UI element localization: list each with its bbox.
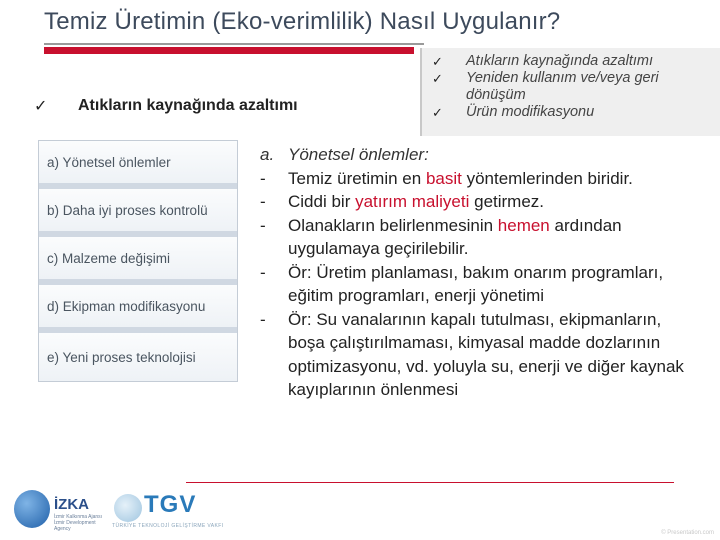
bullet-item: [260, 167, 700, 191]
title-divider-red: [44, 47, 414, 54]
bullet-text: [288, 261, 700, 308]
summary-item-label: Yeniden kullanım ve/veya geri dönüşüm: [466, 70, 659, 103]
bullet-item: [260, 308, 700, 402]
bullet-text-part: Olanakların belirlenmesinin: [288, 215, 498, 235]
summary-item: [432, 70, 720, 104]
footer-divider: [186, 482, 674, 483]
main-point-label: Atıkların kaynağında azaltımı: [78, 97, 298, 114]
dash-icon: -: [260, 168, 266, 188]
bullet-text: [288, 214, 700, 261]
checkmark-icon: ✓: [432, 105, 443, 120]
tgv-logo-icon: [114, 494, 142, 522]
bullet-item: [260, 214, 700, 261]
highlighted-text: yatırım maliyeti: [355, 192, 470, 211]
content-heading: [260, 143, 700, 167]
highlighted-text: basit: [425, 168, 462, 188]
bullet-text: [288, 167, 633, 191]
left-item: d) Ekipman modifikasyonu: [39, 285, 237, 333]
summary-item: [432, 53, 720, 70]
bullet-text: [288, 190, 544, 214]
bullet-text: [288, 308, 700, 402]
left-item: b) Daha iyi proses kontrolü: [39, 189, 237, 237]
left-item: a) Yönetsel önlemler: [39, 141, 237, 189]
bullet-item: [260, 190, 700, 214]
footer-logos: [8, 486, 238, 536]
bullet-text-part: yöntemlerinden biridir.: [461, 168, 633, 188]
content-block: [260, 143, 700, 402]
left-item: e) Yeni proses teknolojisi: [39, 333, 237, 381]
summary-item-label: Ürün modifikasyonu: [466, 104, 595, 120]
left-item: c) Malzeme değişimi: [39, 237, 237, 285]
summary-item: [432, 104, 720, 121]
bullet-list: [260, 167, 700, 402]
izka-logo-subtitle: İzmir Kalkınma Ajansı İzmir Development Agency: [54, 514, 103, 532]
title-divider-gray: [44, 43, 424, 45]
left-items-stack: [38, 140, 238, 382]
content-marker: a.: [260, 145, 275, 164]
bullet-text-part: Temiz üretimin en: [288, 168, 426, 188]
bullet-item: [260, 261, 700, 308]
page-title: Temiz Üretimin (Eko-verimlilik) Nasıl Uygulanır?: [44, 8, 561, 35]
dash-icon: -: [260, 262, 266, 282]
izka-logo-icon: [14, 490, 50, 528]
tgv-logo-subtitle: TÜRKİYE TEKNOLOJİ GELİŞTİRME VAKFI: [112, 523, 224, 529]
summary-list: [422, 48, 720, 121]
summary-box: [420, 48, 720, 136]
bullet-text-part: Ciddi bir: [288, 192, 356, 211]
checkmark-icon: ✓: [34, 98, 48, 115]
highlighted-text: hemen: [497, 215, 550, 235]
main-point: [34, 96, 298, 116]
tgv-logo-name: TGV: [144, 491, 197, 518]
dash-icon: -: [260, 309, 266, 329]
izka-logo-name: İZKA: [54, 496, 89, 513]
checkmark-icon: ✓: [432, 54, 443, 69]
summary-item-label: Atıkların kaynağında azaltımı: [466, 53, 653, 69]
bullet-text-part: getirmez.: [469, 192, 545, 211]
bullet-text-part: ardından uygulamaya geçirilebilir.: [288, 215, 622, 258]
dash-icon: -: [260, 215, 266, 235]
bullet-text-part: Ör: Üretim planlaması, bakım onarım programları, eğitim programları, enerji yönetimi: [288, 262, 664, 305]
dash-icon: -: [260, 192, 266, 211]
watermark: © Presentation.com: [661, 530, 714, 536]
checkmark-icon: ✓: [432, 71, 443, 86]
bullet-text-part: Ör: Su vanalarının kapalı tutulması, ekipmanların, boşa çalıştırılmaması, kimyasal madde dozlarının optimizasyonu, vd. yoluyla su, enerji ve diğer kaynak kayıplarının önlenmesi: [288, 309, 684, 399]
content-heading-text: Yönetsel önlemler:: [288, 145, 429, 164]
